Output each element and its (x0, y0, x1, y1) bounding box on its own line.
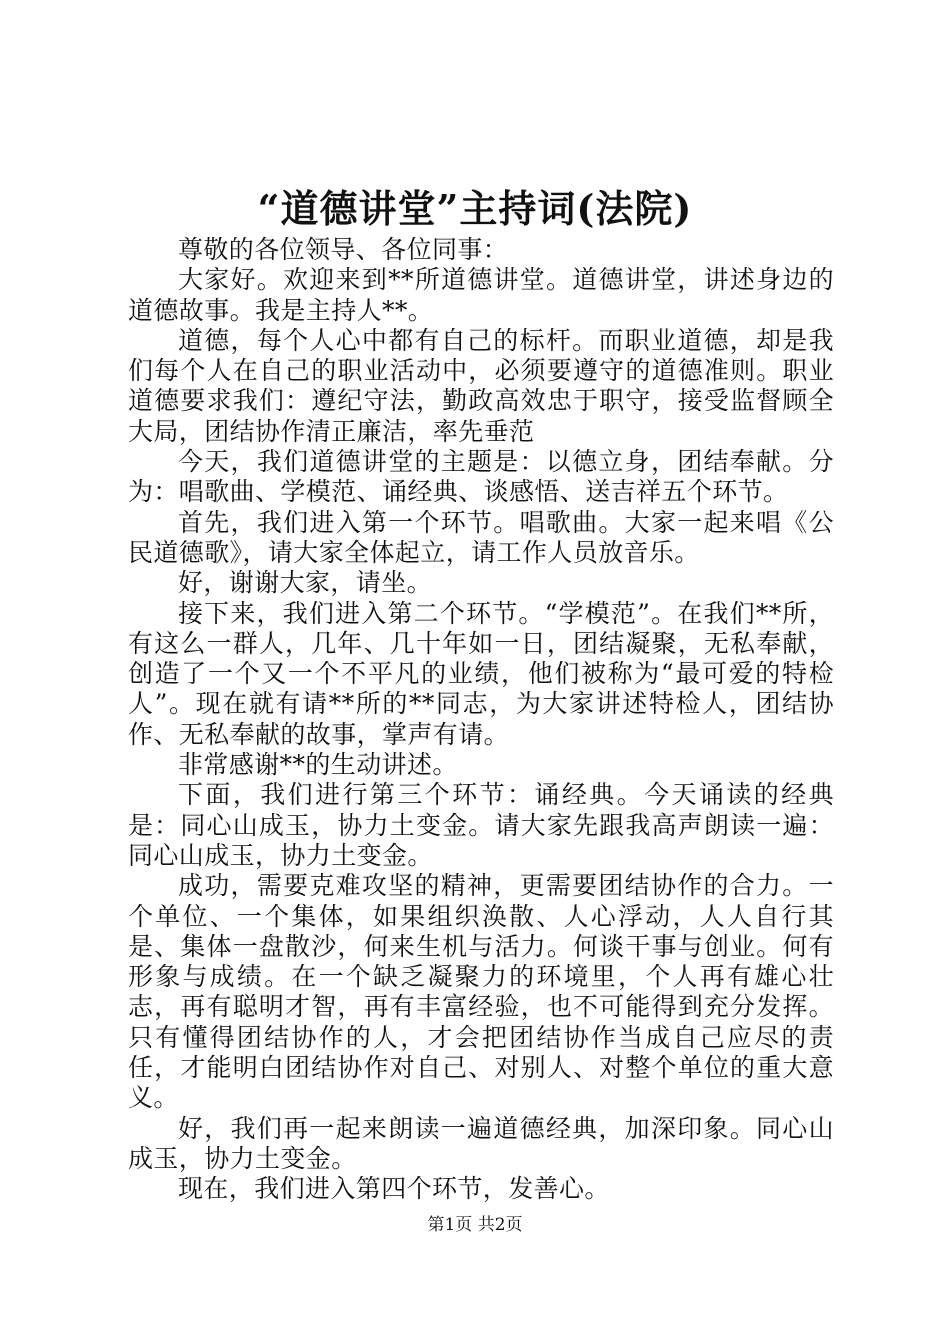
paragraph-welcome: 大家好。欢迎来到**所道德讲堂。道德讲堂，讲述身边的道德故事。我是主持人**。 (128, 265, 834, 325)
paragraph-section-four: 现在，我们进入第四个环节，发善心。 (178, 1174, 610, 1204)
paragraph-thanks-speaker: 非常感谢**的生动讲述。 (178, 750, 458, 780)
paragraph-salutation: 尊敬的各位领导、各位同事： (178, 235, 509, 264)
paragraph-theme: 今天，我们道德讲堂的主题是：以德立身，团结奉献。分为：唱歌曲、学模范、诵经典、谈感悟、送吉祥五个环节。 (128, 447, 834, 507)
document-body (128, 235, 834, 1205)
paragraph-section-two: 接下来，我们进入第二个环节。“学模范”。在我们**所，有这么一群人，几年、几十年如一日，团结凝聚，无私奉献，创造了一个又一个不平凡的业绩，他们被称为“最可爱的特检人”。现在就有请**所的**同志，为大家讲述特检人，团结协作、无私奉献的故事，掌声有请。 (128, 598, 834, 749)
paragraph-thanks-sit: 好，谢谢大家，请坐。 (178, 568, 433, 598)
paragraph-ethics: 道德，每个人心中都有自己的标杆。而职业道德，却是我们每个人在自己的职业活动中，必须要遵守的道德准则。职业道德要求我们：遵纪守法，勤政高效忠于职守，接受监督顾全大局，团结协作清正廉洁，率先垂范 (128, 325, 834, 446)
paragraph-teamwork: 成功，需要克难攻坚的精神，更需要团结协作的合力。一个单位、一个集体，如果组织涣散、人心浮动，人人自行其是、集体一盘散沙，何来生机与活力。何谈干事与创业。何有形象与成绩。在一个缺乏凝聚力的环境里，个人再有雄心壮志，再有聪明才智，再有丰富经验，也不可能得到充分发挥。只有懂得团结协作的人，才会把团结协作当成自己应尽的责任，才能明白团结协作对自己、对别人、对整个单位的重大意义。 (128, 871, 834, 1113)
paragraph-section-three: 下面，我们进行第三个环节：诵经典。今天诵读的经典是：同心山成玉，协力土变金。请大家先跟我高声朗读一遍：同心山成玉，协力土变金。 (128, 780, 834, 870)
paragraph-reread: 好，我们再一起来朗读一遍道德经典，加深印象。同心山成玉，协力土变金。 (128, 1113, 834, 1173)
document-title: “道德讲堂”主持词(法院) (257, 186, 693, 231)
page-footer: 第1页 共2页 (427, 1215, 523, 1235)
paragraph-section-one: 首先，我们进入第一个环节。唱歌曲。大家一起来唱《公民道德歌》，请大家全体起立，请工作人员放音乐。 (128, 507, 834, 567)
